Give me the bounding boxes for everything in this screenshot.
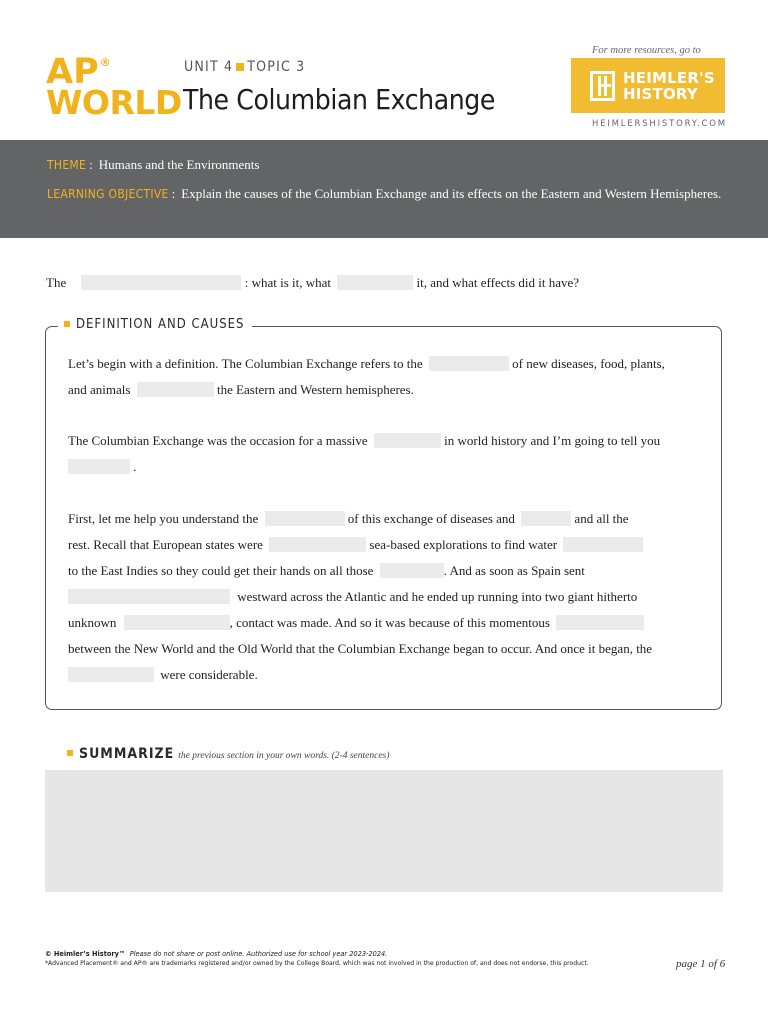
summarize-heading-text: SUMMARIZE — [79, 746, 175, 762]
theme-row: THEME : Humans and the Environments — [47, 157, 260, 172]
blank-field[interactable] — [374, 433, 441, 448]
text-line — [68, 537, 643, 553]
blank-field[interactable] — [380, 563, 444, 578]
blank-field[interactable] — [521, 511, 571, 526]
text-segment: . And as soon as Spain sent — [443, 563, 585, 578]
text-line — [68, 356, 665, 372]
text-segment: Let’s begin with a definition. The Columbian Exchange refers to the — [68, 356, 423, 371]
unit-label: UNIT 4 — [184, 59, 234, 75]
brand-url-link[interactable]: HEIMLERSHISTORY.COM — [592, 119, 727, 129]
text-segment: First, let me help you understand the — [68, 511, 259, 526]
text-line — [68, 641, 652, 657]
text-line — [68, 459, 136, 475]
world-logo-text: WORLD — [46, 83, 182, 123]
text-line — [68, 511, 629, 527]
text-segment: rest. Recall that European states were — [68, 537, 263, 552]
text-line — [68, 667, 258, 683]
ap-logo-text: AP — [46, 52, 99, 92]
text-segment: unknown — [68, 615, 117, 630]
text-segment: to the East Indies so they could get their hands on all those — [68, 563, 374, 578]
text-line — [68, 563, 585, 579]
bullet-square-icon — [67, 750, 73, 756]
blank-field[interactable] — [137, 382, 214, 397]
heimlers-history-badge[interactable] — [571, 58, 725, 113]
theme-banner — [0, 140, 768, 238]
footer-trademark: *Advanced Placement® and AP® are trademarks registered and/or owned by the College Board, which was not involved in the production of, and does not endorse, this product. — [45, 960, 589, 967]
text-segment: . — [133, 459, 137, 474]
footer-copyright — [45, 950, 387, 958]
definition-heading-text: DEFINITION AND CAUSES — [76, 317, 245, 332]
definition-heading — [58, 317, 252, 332]
intro-text-3: it, and what effects did it have? — [416, 275, 580, 290]
text-segment: westward across the Atlantic and he ended up running into two giant hitherto — [237, 589, 638, 604]
text-segment: and animals — [68, 382, 131, 397]
text-segment: of new diseases, food, plants, — [512, 356, 665, 371]
heimlers-history-logo-icon — [590, 71, 615, 101]
text-segment: of this exchange of diseases and — [347, 511, 515, 526]
bullet-square-icon — [64, 321, 70, 327]
theme-text: Humans and the Environments — [98, 157, 260, 172]
blank-field[interactable] — [265, 511, 345, 526]
summarize-instructions: the previous section in your own words. (2-4 sentences) — [178, 751, 390, 761]
bullet-square-icon — [236, 63, 244, 71]
usage-notice: Please do not share or post online. Authorized use for school year 2023-2024. — [129, 950, 388, 958]
blank-field[interactable] — [81, 275, 241, 290]
brand-line-2: HISTORY — [623, 85, 698, 103]
theme-label: THEME — [47, 158, 87, 172]
summarize-heading — [67, 746, 389, 762]
blank-field[interactable] — [269, 537, 366, 552]
text-segment: the Eastern and Western hemispheres. — [216, 382, 414, 397]
blank-field[interactable] — [68, 667, 154, 682]
page-number: page 1 of 6 — [676, 958, 726, 970]
objective-label: LEARNING OBJECTIVE — [47, 187, 169, 201]
text-segment: in world history and I’m going to tell you — [444, 433, 661, 448]
blank-field[interactable] — [124, 615, 230, 630]
text-segment: between the New World and the Old World that the Columbian Exchange began to occur. And once it began, the — [68, 641, 653, 656]
brand-name — [623, 70, 715, 102]
blank-field[interactable] — [563, 537, 643, 552]
intro-text-1: The — [46, 275, 67, 290]
summary-answer-area[interactable] — [45, 770, 723, 892]
intro-text-2: : what is it, what — [244, 275, 332, 290]
text-line — [68, 615, 644, 631]
text-line — [68, 433, 660, 449]
page-title: The Columbian Exchange — [183, 83, 496, 116]
blank-field[interactable] — [68, 459, 130, 474]
unit-topic-label — [184, 59, 305, 75]
text-segment: were considerable. — [160, 667, 258, 682]
blank-field[interactable] — [337, 275, 413, 290]
text-segment: The Columbian Exchange was the occasion for a massive — [68, 433, 368, 448]
blank-field[interactable] — [556, 615, 644, 630]
text-segment: and all the — [574, 511, 629, 526]
topic-label: TOPIC 3 — [247, 59, 306, 75]
registered-mark: ® — [99, 56, 111, 69]
intro-question — [46, 275, 579, 291]
text-line — [68, 382, 414, 398]
text-segment: sea-based explorations to find water — [369, 537, 558, 552]
ap-world-logo — [46, 52, 182, 123]
copyright-text: © Heimler’s History™ — [45, 950, 126, 958]
brand-line-1: HEIMLER'S — [623, 69, 715, 87]
blank-field[interactable] — [429, 356, 509, 371]
objective-row: LEARNING OBJECTIVE : Explain the causes of the Columbian Exchange and its effects on the Eastern and Western Hemispheres. — [47, 186, 722, 201]
blank-field[interactable] — [68, 589, 230, 604]
more-resources-text: For more resources, go to — [592, 45, 701, 56]
text-segment: , contact was made. And so it was because of this momentous — [229, 615, 550, 630]
text-line — [68, 589, 637, 605]
objective-text: Explain the causes of the Columbian Exchange and its effects on the Eastern and Western Hemispheres. — [181, 186, 722, 201]
